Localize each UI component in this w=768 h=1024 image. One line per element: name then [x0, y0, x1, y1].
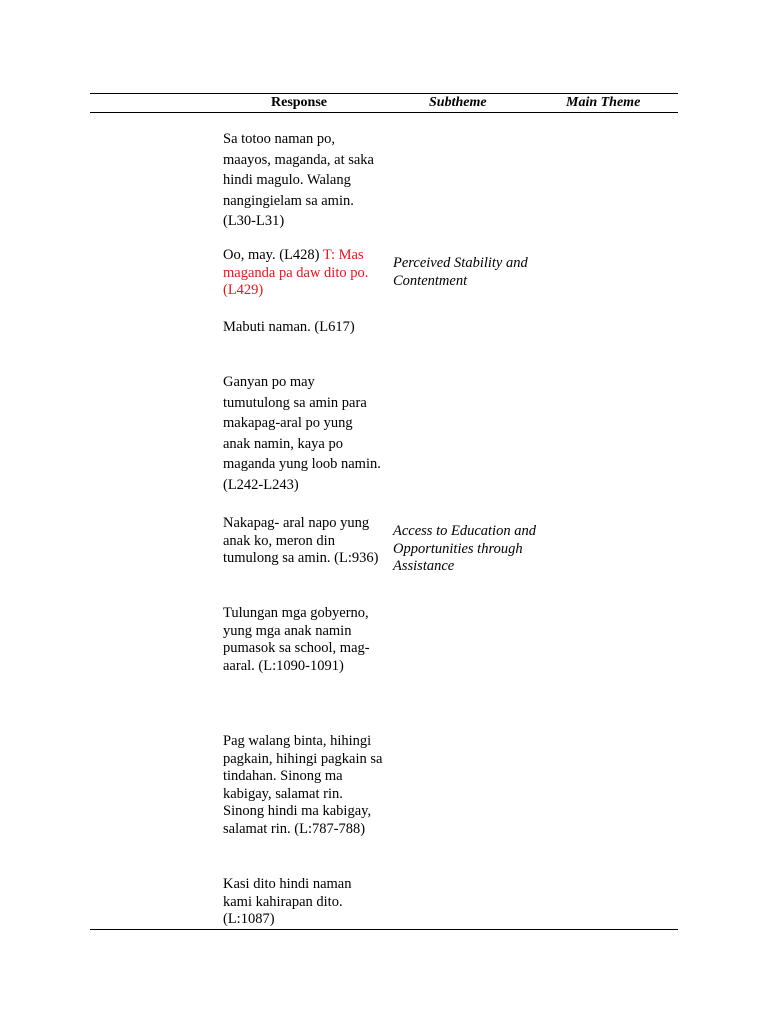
- table-header-rule: [90, 112, 678, 113]
- response-cell: Sa totoo naman po, maayos, maganda, at saka hindi magulo. Walang nangingielam sa amin. (L30-L31): [223, 131, 374, 230]
- response-interviewer-note: T: Mas maganda pa daw dito po. (L429): [223, 247, 369, 299]
- table-bottom-rule: [90, 929, 678, 930]
- response-cell: Ganyan po may tumutulong sa amin para makapag-aral po yung anak namin, kaya po maganda yung loob namin. (L242-L243): [223, 374, 381, 493]
- subtheme-cell: Access to Education and Opportunities through Assistance: [393, 523, 536, 575]
- response-cell: Nakapag- aral napo yung anak ko, meron din tumulong sa amin. (L:936): [223, 515, 379, 567]
- response-cell: Pag walang binta, hihingi pagkain, hihingi pagkain sa tindahan. Sinong ma kabigay, salamat rin. Sinong hindi ma kabigay, salamat rin. (L:787-788): [223, 733, 383, 837]
- response-cell: Tulungan mga gobyerno, yung mga anak namin pumasok sa school, mag-aaral. (L:1090-1091): [223, 605, 370, 674]
- table-top-rule: [90, 93, 678, 94]
- response-cell: Mabuti naman. (L617): [223, 319, 355, 335]
- response-text: Oo, may. (L428): [223, 247, 323, 263]
- response-cell: [223, 247, 383, 300]
- subtheme-cell: Perceived Stability and Contentment: [393, 255, 528, 289]
- response-cell: Kasi dito hindi naman kami kahirapan dito. (L:1087): [223, 876, 352, 928]
- header-subtheme: Subtheme: [429, 95, 487, 110]
- header-response: Response: [271, 95, 328, 110]
- header-main-theme: Main Theme: [566, 95, 641, 110]
